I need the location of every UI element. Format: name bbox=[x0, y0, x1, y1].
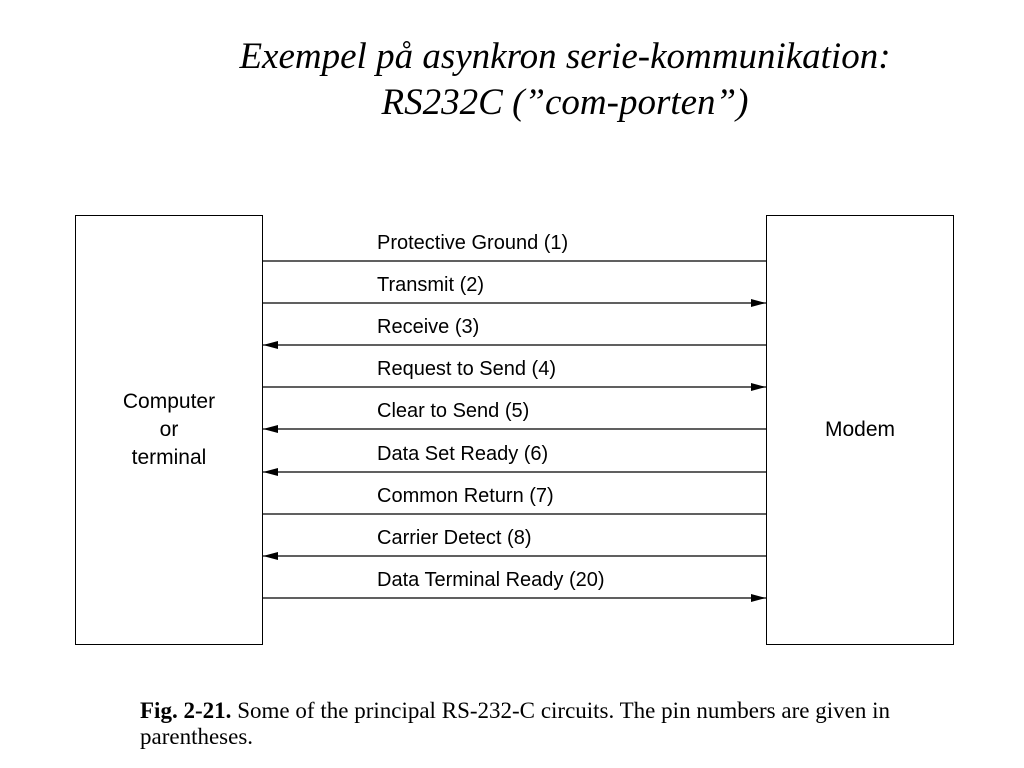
modem-label: Modem bbox=[824, 418, 896, 441]
signal-label: Carrier Detect (8) bbox=[377, 527, 532, 549]
title-line-2: RS232C (”com-porten”) bbox=[381, 82, 749, 123]
arrow-right-icon bbox=[751, 594, 766, 602]
arrow-right-icon bbox=[751, 383, 766, 391]
figure-number: Fig. 2-21. bbox=[140, 698, 232, 723]
signal-label: Transmit (2) bbox=[377, 274, 485, 296]
arrow-left-icon bbox=[263, 425, 278, 433]
signal-label: Data Terminal Ready (20) bbox=[377, 569, 605, 591]
signal-label: Data Set Ready (6) bbox=[377, 443, 549, 465]
computer-terminal-label: Computer or terminal bbox=[122, 390, 216, 469]
signal-label: Receive (3) bbox=[377, 316, 480, 338]
figure-caption bbox=[140, 698, 890, 750]
title-line-1: Exempel på asynkron serie-kommunikation: bbox=[239, 36, 891, 77]
signal-label: Request to Send (4) bbox=[377, 358, 556, 380]
caption-text: Some of the principal RS-232-C circuits. The pin numbers are given in parentheses. bbox=[140, 698, 890, 749]
signal-label: Clear to Send (5) bbox=[377, 400, 530, 422]
arrow-left-icon bbox=[263, 552, 278, 560]
arrow-left-icon bbox=[263, 341, 278, 349]
arrow-left-icon bbox=[263, 468, 278, 476]
signal-label: Protective Ground (1) bbox=[377, 232, 569, 254]
arrow-right-icon bbox=[751, 299, 766, 307]
signal-label: Common Return (7) bbox=[377, 485, 554, 507]
